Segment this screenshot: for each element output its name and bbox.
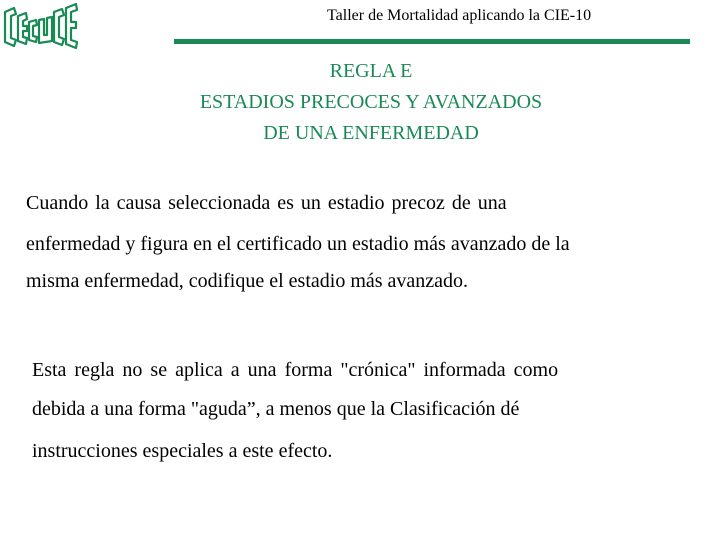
header-title: Taller de Mortalidad aplicando la CIE-10: [327, 7, 592, 24]
rule-title-line-1: REGLA E: [329, 60, 413, 82]
cemece-logo: [2, 2, 80, 50]
header-divider: [174, 39, 690, 44]
paragraph1-line-3: misma enfermedad, codifique el estadio más avanzado.: [26, 270, 469, 292]
paragraph2-line-1: Esta regla no se aplica a una forma "crónica" informada como: [32, 359, 559, 381]
rule-title-line-3: DE UNA ENFERMEDAD: [263, 122, 479, 144]
rule-title-line-2: ESTADIOS PRECOCES Y AVANZADOS: [199, 91, 543, 113]
rule-title: [0, 56, 720, 149]
paragraph1-line-1: Cuando la causa seleccionada es un estadio precoz de una: [26, 192, 507, 214]
paragraph2-line-2: debida a una forma "aguda”, a menos que la Clasificación dé: [32, 398, 520, 420]
paragraph2-line-3: instrucciones especiales a este efecto.: [32, 440, 333, 462]
paragraph1-line-2: enfermedad y figura en el certificado un estadio más avanzado de la: [26, 233, 570, 255]
